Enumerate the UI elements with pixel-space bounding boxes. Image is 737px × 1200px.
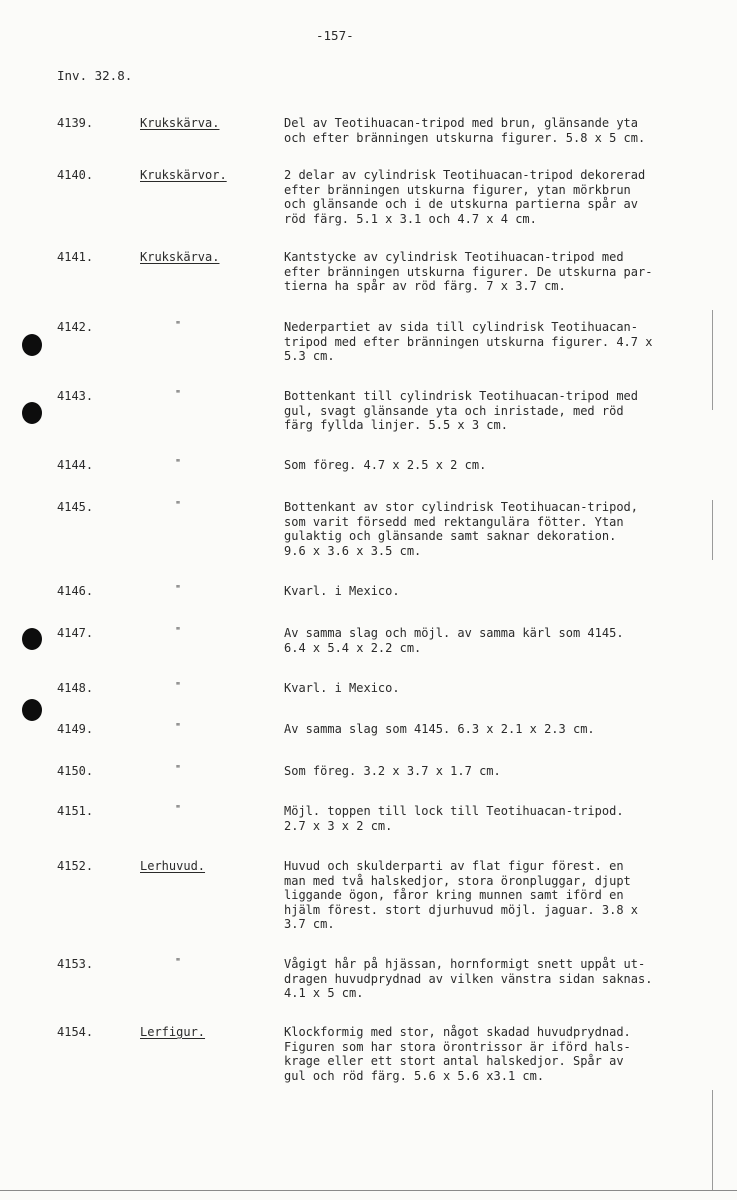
entry-description: Som föreg. 4.7 x 2.5 x 2 cm. xyxy=(284,458,487,472)
entry-number: 4142. xyxy=(57,320,94,334)
ditto-mark: " xyxy=(175,458,182,469)
margin-line xyxy=(712,500,713,560)
entry-category: Krukskärva. xyxy=(140,116,220,130)
entry-number: 4139. xyxy=(57,116,94,130)
page-bottom-edge xyxy=(0,1190,737,1191)
entry-number: 4143. xyxy=(57,389,94,403)
entry-description: Klockformig med stor, något skadad huvudprydnad. Figuren som har stora örontrissor är iförd hals- krage eller ett stort antal halskedjor. Spår av gul och röd färg. 5.6 x 5.6 x3.1 cm. xyxy=(284,1025,631,1083)
ditto-mark: " xyxy=(175,764,182,775)
ditto-mark: " xyxy=(175,500,182,511)
entry-number: 4153. xyxy=(57,957,94,971)
entry-number: 4140. xyxy=(57,168,94,182)
punch-hole xyxy=(22,699,42,721)
entry-description: Nederpartiet av sida till cylindrisk Teotihuacan- tripod med efter bränningen utskurna figurer. 4.7 x 5.3 cm. xyxy=(284,320,653,363)
punch-hole xyxy=(22,628,42,650)
page-number: -157- xyxy=(316,28,354,43)
ditto-mark: " xyxy=(175,320,182,331)
entry-description: Kantstycke av cylindrisk Teotihuacan-tripod med efter bränningen utskurna figurer. De utskurna par- tierna ha spår av röd färg. 7 x 3.7 cm. xyxy=(284,250,653,293)
entry-description: 2 delar av cylindrisk Teotihuacan-tripod dekorerad efter bränningen utskurna figurer, ytan mörkbrun och glänsande och i de utskurna partierna spår av röd färg. 5.1 x 3.1 och 4.7 x 4 cm. xyxy=(284,168,646,226)
inventory-heading: Inv. 32.8. xyxy=(57,68,133,83)
entry-number: 4148. xyxy=(57,681,94,695)
ditto-mark: " xyxy=(175,957,182,968)
entry-description: Bottenkant till cylindrisk Teotihuacan-tripod med gul, svagt glänsande yta och inristade, med röd färg fyllda linjer. 5.5 x 3 cm. xyxy=(284,389,639,432)
ditto-mark: " xyxy=(175,389,182,400)
ditto-mark: " xyxy=(175,626,182,637)
entry-number: 4146. xyxy=(57,584,94,598)
entry-number: 4152. xyxy=(57,859,94,873)
entry-number: 4141. xyxy=(57,250,94,264)
entry-description: Huvud och skulderparti av flat figur förest. en man med två halskedjor, stora öronpluggar, djupt liggande ögon, fåror kring munnen samt iförd en hjälm förest. stort djurhuvud möjl. jaguar. 3.8 x 3.7 cm. xyxy=(284,859,639,931)
entry-category: Krukskärvor. xyxy=(140,168,227,182)
entry-description: Möjl. toppen till lock till Teotihuacan-tripod. 2.7 x 3 x 2 cm. xyxy=(284,804,624,833)
entry-number: 4145. xyxy=(57,500,94,514)
margin-line xyxy=(712,310,713,410)
entry-number: 4147. xyxy=(57,626,94,640)
entry-category: Lerhuvud. xyxy=(140,859,206,873)
punch-hole xyxy=(22,402,42,424)
entry-description: Som föreg. 3.2 x 3.7 x 1.7 cm. xyxy=(284,764,501,778)
entry-description: Bottenkant av stor cylindrisk Teotihuacan-tripod, som varit försedd med rektangulära fötter. Ytan gulaktig och glänsande samt saknar dekoration. 9.6 x 3.6 x 3.5 cm. xyxy=(284,500,639,558)
ditto-mark: " xyxy=(175,722,182,733)
entry-number: 4150. xyxy=(57,764,94,778)
entry-number: 4144. xyxy=(57,458,94,472)
entry-category: Krukskärva. xyxy=(140,250,220,264)
ditto-mark: " xyxy=(175,584,182,595)
margin-line xyxy=(712,1090,713,1190)
entry-description: Av samma slag och möjl. av samma kärl som 4145. 6.4 x 5.4 x 2.2 cm. xyxy=(284,626,624,655)
entry-number: 4149. xyxy=(57,722,94,736)
entry-description: Del av Teotihuacan-tripod med brun, glänsande yta och efter bränningen utskurna figurer. 5.8 x 5 cm. xyxy=(284,116,646,145)
entry-description: Kvarl. i Mexico. xyxy=(284,584,400,598)
entry-description: Vågigt hår på hjässan, hornformigt snett uppåt ut- dragen huvudprydnad av vilken vänstra sidan saknas. 4.1 x 5 cm. xyxy=(284,957,653,1000)
entry-number: 4154. xyxy=(57,1025,94,1039)
entry-description: Kvarl. i Mexico. xyxy=(284,681,400,695)
ditto-mark: " xyxy=(175,681,182,692)
entry-description: Av samma slag som 4145. 6.3 x 2.1 x 2.3 cm. xyxy=(284,722,595,736)
ditto-mark: " xyxy=(175,804,182,815)
entry-number: 4151. xyxy=(57,804,94,818)
entry-category: Lerfigur. xyxy=(140,1025,206,1039)
punch-hole xyxy=(22,334,42,356)
